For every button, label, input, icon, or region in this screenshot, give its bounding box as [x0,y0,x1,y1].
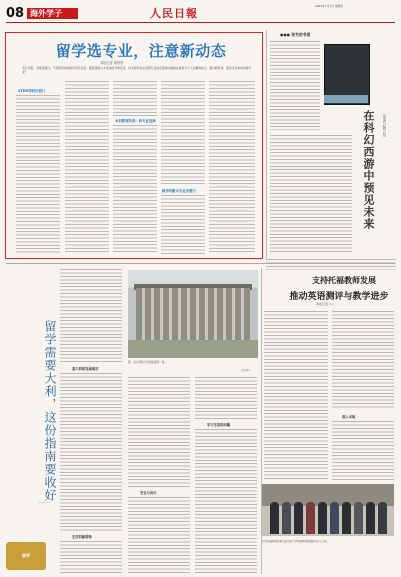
page-number: 08 [6,6,25,21]
article-text-column [16,94,60,254]
article-subhead: 本科教育阶段：转专业选择 [115,119,156,123]
article-text-column [60,372,122,532]
feature-source: ———— [38,500,50,504]
right-article-title-line-1[interactable]: 支持托福教师发展 [312,275,376,285]
header-rule [6,22,395,23]
sidebar-text-column [270,134,352,254]
group-photo [262,484,394,536]
photo-caption: 图：意大利某大学校园建筑一角。 [128,361,167,364]
sidebar-vertical-title: 在科幻西游中预见未来 [362,110,375,230]
right-article-title-line-2[interactable]: 推动英语测评与教学进步 [289,292,389,302]
article-subhead: 生活的新期待 [72,535,92,539]
right-article-author: 本报记者 ×× [316,302,334,306]
article-text-column [161,194,205,254]
article-text-column [332,310,394,410]
newspaper-masthead: 人民日報 [150,7,198,20]
article-text-column [195,376,257,420]
article-subhead: 安全与出行 [140,491,157,495]
article-subhead: 学习生活的问题 [207,423,231,427]
article-text-column [332,420,394,480]
feature-vertical-title[interactable]: 留学需要大利，这份指南要收好 [43,320,57,502]
section-divider [6,263,395,264]
highlighted-article-title[interactable]: 留学选专业，注意新动态 [55,42,227,60]
article-text-column [209,80,255,254]
article-text-column [161,80,205,184]
campus-building-photo [128,270,258,358]
article-subhead: 深入本地 [342,415,356,419]
article-text-column [264,310,328,480]
issue-date: 2024年1月1日 星期日 [315,4,344,8]
photo-credit: 资料图片 [241,369,251,372]
article-text-column [60,268,122,364]
book-cover-strip [324,95,368,103]
column-divider [266,30,267,260]
sidebar-vertical-subtitle: 《西游·幻想·纪》 [383,112,387,139]
article-subhead: STEM学科仍热门 [18,89,46,93]
article-subhead: 跨学科新兴专业有潜力 [162,189,196,193]
article-text-column [195,428,257,574]
article-text-column [65,80,109,254]
photo-caption: 图为托福教师在第九届中国大学英语教师发展研讨会上合影。 [262,540,330,543]
article-text-column [60,540,122,574]
section-label: 海外学子 [27,8,78,19]
sidebar-text-footer [266,258,396,270]
article-text-column [128,376,190,488]
sidebar-heading: ●●● 说书的书架 [280,32,311,37]
article-subhead: 意大利的发展现状 [72,367,99,371]
article-text-column [113,124,157,254]
section-logo: 游学 [6,542,46,570]
article-text-column [113,80,157,116]
highlighted-article-author: 本报记者 周秋思 [100,61,124,65]
highlighted-article-lead: 近几年里，全球范围内，不同学科的热度均有所变化。随着各国人才需求的不断变化，许多留学生在选择专业时会更加注重就业前景与个人兴趣的结合。面对新形势，留学生应如何选择专业？ [22,66,252,74]
sidebar-text-column [270,40,320,130]
article-text-column [128,496,190,574]
